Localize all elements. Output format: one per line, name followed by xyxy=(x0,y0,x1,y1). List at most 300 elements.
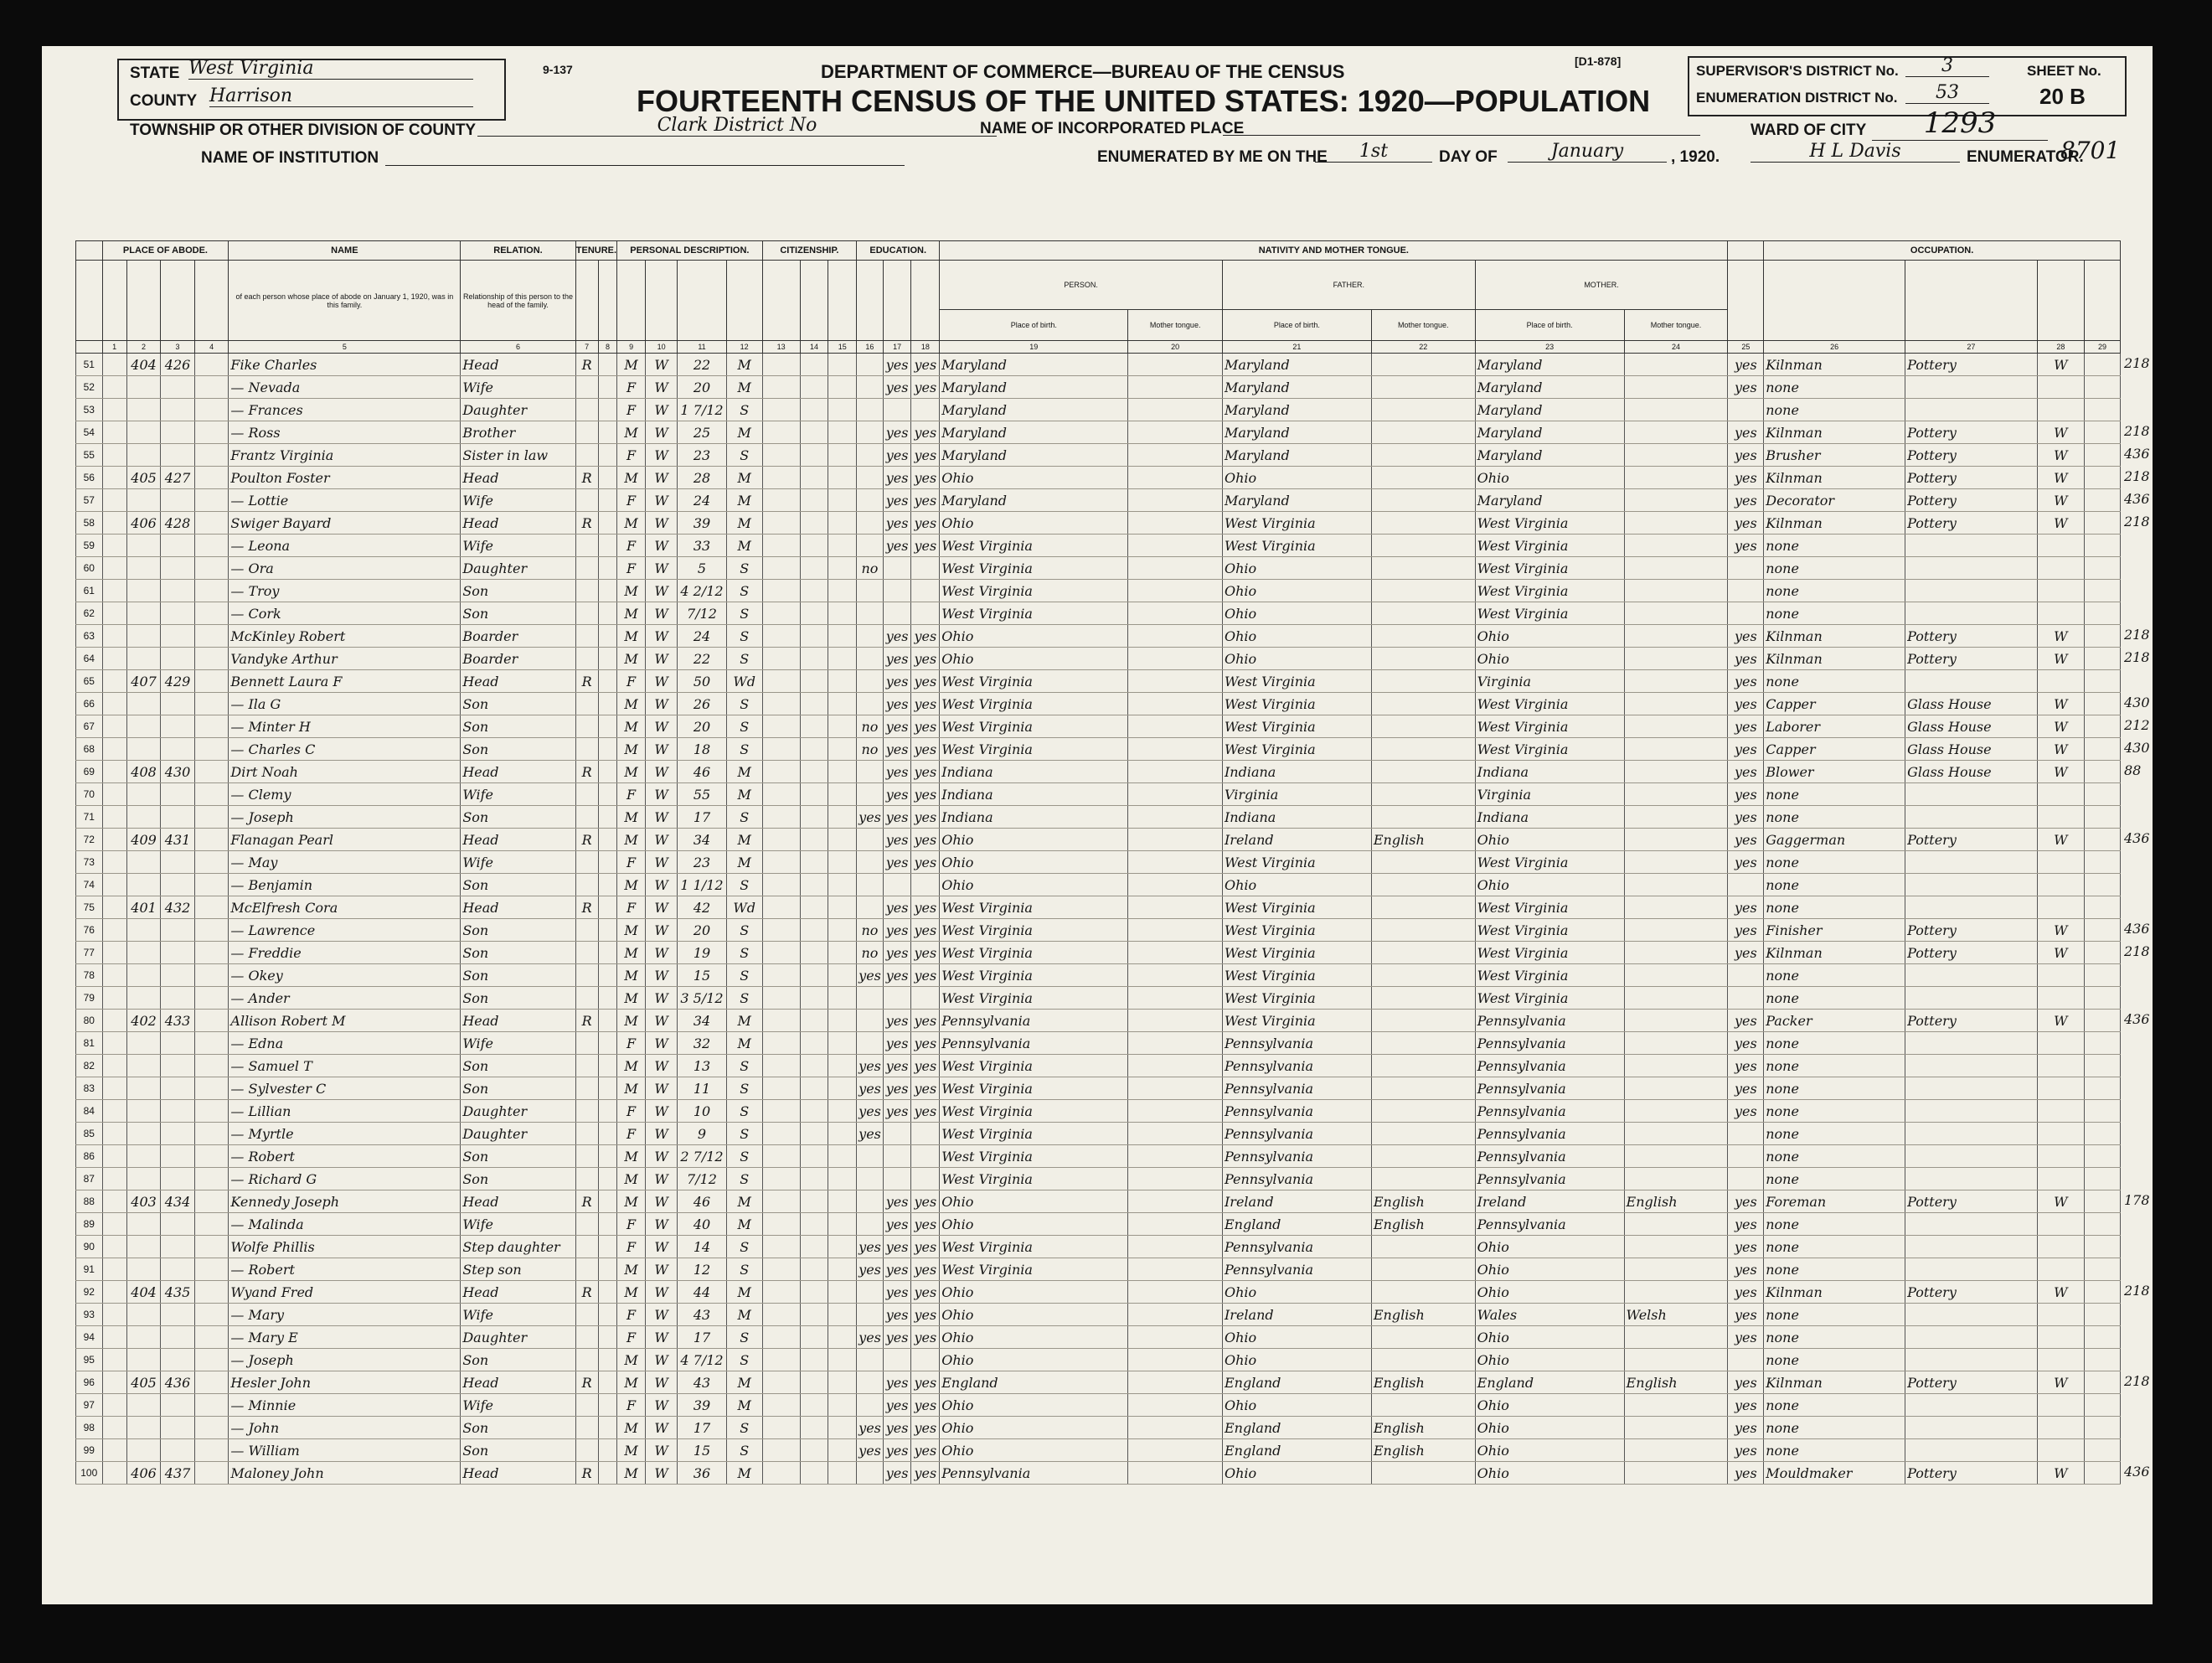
cell-class: W xyxy=(2037,715,2084,738)
cell-empty xyxy=(762,1190,800,1213)
cell-family xyxy=(194,421,229,444)
cell-mother_tongue xyxy=(1624,670,1728,693)
cell-color: W xyxy=(645,1349,677,1371)
cell-read: yes xyxy=(883,376,911,399)
cell-dwelling xyxy=(161,806,195,829)
cell-name: — Benjamin xyxy=(229,874,461,896)
cell-empty xyxy=(762,919,800,942)
cell-relation: Step son xyxy=(461,1258,575,1281)
census-row xyxy=(76,1055,2121,1077)
cell-trade: none xyxy=(1764,1100,1905,1123)
cell-birth: Ohio xyxy=(940,874,1128,896)
cell-mother_tongue xyxy=(1624,783,1728,806)
cell-mother_birth: Virginia xyxy=(1475,670,1624,693)
cell-tenure: R xyxy=(575,1190,598,1213)
cell-read: yes xyxy=(883,1077,911,1100)
cell-empty xyxy=(800,1010,828,1032)
cell-mother_tongue xyxy=(1624,1281,1728,1304)
cell-school xyxy=(857,1168,884,1190)
cell-industry xyxy=(1905,1304,2038,1326)
cell-class: W xyxy=(2037,1462,2084,1485)
county-label: COUNTY xyxy=(130,92,198,110)
cell-read: yes xyxy=(883,942,911,964)
cell-name: Allison Robert M xyxy=(229,1010,461,1032)
cell-relation: Wife xyxy=(461,489,575,512)
cell-family xyxy=(194,1417,229,1439)
cell-trade: none xyxy=(1764,964,1905,987)
cell-relation: Son xyxy=(461,602,575,625)
cell-industry: Pottery xyxy=(1905,421,2038,444)
cell-birth: West Virginia xyxy=(940,919,1128,942)
cell-color: W xyxy=(645,783,677,806)
cell-read: yes xyxy=(883,1258,911,1281)
column-number: 2 xyxy=(126,341,161,354)
cell-write: yes xyxy=(911,1326,940,1349)
cell-dwelling xyxy=(161,1077,195,1100)
cell-color: W xyxy=(645,829,677,851)
cell-industry xyxy=(1905,783,2038,806)
cell-write: yes xyxy=(911,512,940,535)
cell-empty xyxy=(2084,376,2120,399)
cell-birth: West Virginia xyxy=(940,670,1128,693)
cell-industry xyxy=(1905,987,2038,1010)
enumerated-label: ENUMERATED BY ME ON THE xyxy=(1097,148,1328,166)
cell-dwelling xyxy=(161,1213,195,1236)
cell-class xyxy=(2037,896,2084,919)
cell-age: 55 xyxy=(678,783,727,806)
cell-tenure xyxy=(575,1055,598,1077)
census-row xyxy=(76,1462,2121,1485)
cell-house: 403 xyxy=(126,1190,161,1213)
cell-empty xyxy=(598,1258,617,1281)
cell-empty xyxy=(800,919,828,942)
cell-marital: M xyxy=(726,1304,762,1326)
cell-father_tongue xyxy=(1371,761,1475,783)
cell-school xyxy=(857,602,884,625)
cell-age: 20 xyxy=(678,919,727,942)
cell-read: yes xyxy=(883,1100,911,1123)
cell-house xyxy=(126,964,161,987)
cell-age: 15 xyxy=(678,1439,727,1462)
cell-empty xyxy=(1128,1010,1223,1032)
column-number: 19 xyxy=(940,341,1128,354)
cell-mother_birth: Maryland xyxy=(1475,444,1624,467)
cell-father_tongue xyxy=(1371,1326,1475,1349)
cell-name: Fike Charles xyxy=(229,354,461,376)
cell-tenure: R xyxy=(575,670,598,693)
cell-school: yes xyxy=(857,1236,884,1258)
name-note: of each person whose place of abode on January 1, 1920, was in this family. xyxy=(229,261,461,341)
cell-read: yes xyxy=(883,806,911,829)
cell-street xyxy=(102,625,126,648)
cell-father_tongue: English xyxy=(1371,1439,1475,1462)
cell-sex: M xyxy=(617,1190,646,1213)
census-row xyxy=(76,1032,2121,1055)
cell-industry xyxy=(1905,1236,2038,1258)
cell-empty xyxy=(1128,874,1223,896)
cell-empty xyxy=(800,557,828,580)
cell-house xyxy=(126,580,161,602)
cell-empty xyxy=(800,1304,828,1326)
cell-mother_birth: Ohio xyxy=(1475,648,1624,670)
cell-tenure xyxy=(575,602,598,625)
cell-mother_birth: Pennsylvania xyxy=(1475,1145,1624,1168)
cell-dwelling: 433 xyxy=(161,1010,195,1032)
cell-write: yes xyxy=(911,625,940,648)
cell-empty xyxy=(2084,421,2120,444)
cell-dwelling xyxy=(161,648,195,670)
cell-family xyxy=(194,1100,229,1123)
cell-class xyxy=(2037,1145,2084,1168)
cell-mother_birth: West Virginia xyxy=(1475,738,1624,761)
cell-relation: Son xyxy=(461,1055,575,1077)
cell-name: — Nevada xyxy=(229,376,461,399)
cell-empty xyxy=(828,761,857,783)
cell-house xyxy=(126,919,161,942)
cell-empty xyxy=(800,1213,828,1236)
cell-write: yes xyxy=(911,851,940,874)
cell-street xyxy=(102,535,126,557)
cell-family xyxy=(194,942,229,964)
cell-class: W xyxy=(2037,489,2084,512)
cell-empty xyxy=(762,1145,800,1168)
cell-sex: M xyxy=(617,806,646,829)
cell-house xyxy=(126,1326,161,1349)
column-number: 24 xyxy=(1624,341,1728,354)
cell-class xyxy=(2037,557,2084,580)
cell-house xyxy=(126,535,161,557)
corner-number: 8701 xyxy=(2060,137,2121,164)
cell-family xyxy=(194,354,229,376)
cell-trade: Blower xyxy=(1764,761,1905,783)
cell-age: 7/12 xyxy=(678,602,727,625)
column-number-row xyxy=(76,341,2121,354)
cell-empty xyxy=(2084,1055,2120,1077)
cell-empty xyxy=(828,580,857,602)
cell-english xyxy=(1728,399,1764,421)
cell-empty xyxy=(828,421,857,444)
cell-name: — Malinda xyxy=(229,1213,461,1236)
cell-english: yes xyxy=(1728,670,1764,693)
cell-english xyxy=(1728,874,1764,896)
column-number: 6 xyxy=(461,341,575,354)
cell-empty xyxy=(828,1371,857,1394)
margin-code: 218 xyxy=(2124,648,2150,665)
cell-trade: none xyxy=(1764,602,1905,625)
cell-empty xyxy=(598,1032,617,1055)
cell-empty xyxy=(2084,987,2120,1010)
margin-code: 218 xyxy=(2124,943,2150,959)
cell-marital: S xyxy=(726,1145,762,1168)
cell-school xyxy=(857,580,884,602)
cell-age: 9 xyxy=(678,1123,727,1145)
cell-empty xyxy=(800,874,828,896)
cell-class xyxy=(2037,1236,2084,1258)
cell-color: W xyxy=(645,512,677,535)
cell-english: yes xyxy=(1728,1462,1764,1485)
cell-age: 42 xyxy=(678,896,727,919)
cell-sex: M xyxy=(617,1145,646,1168)
cell-dwelling xyxy=(161,1123,195,1145)
cell-marital: M xyxy=(726,1371,762,1394)
cell-mother_birth: Virginia xyxy=(1475,783,1624,806)
cell-birth: Indiana xyxy=(940,806,1128,829)
cell-street xyxy=(102,1145,126,1168)
cell-empty xyxy=(800,1123,828,1145)
column-number: 7 xyxy=(575,341,598,354)
cell-empty xyxy=(2084,851,2120,874)
cell-family xyxy=(194,580,229,602)
cell-write: yes xyxy=(911,1100,940,1123)
cell-empty xyxy=(800,648,828,670)
cell-relation: Son xyxy=(461,715,575,738)
cell-empty xyxy=(1128,1055,1223,1077)
cell-trade: Gaggerman xyxy=(1764,829,1905,851)
cell-empty xyxy=(2084,557,2120,580)
cell-line: 66 xyxy=(76,693,103,715)
census-row xyxy=(76,467,2121,489)
cell-empty xyxy=(598,896,617,919)
cell-relation: Son xyxy=(461,1077,575,1100)
census-row xyxy=(76,964,2121,987)
cell-line: 57 xyxy=(76,489,103,512)
census-row xyxy=(76,1236,2121,1258)
cell-empty xyxy=(2084,1304,2120,1326)
cell-dwelling: 429 xyxy=(161,670,195,693)
cell-write xyxy=(911,580,940,602)
cell-empty xyxy=(828,1190,857,1213)
cell-empty xyxy=(800,896,828,919)
cell-sex: F xyxy=(617,1304,646,1326)
census-row xyxy=(76,1281,2121,1304)
cell-family xyxy=(194,1190,229,1213)
cell-empty xyxy=(762,1123,800,1145)
cell-birth: West Virginia xyxy=(940,942,1128,964)
cell-empty xyxy=(2084,874,2120,896)
cell-empty xyxy=(800,1371,828,1394)
cell-age: 10 xyxy=(678,1100,727,1123)
cell-mother_birth: Ohio xyxy=(1475,467,1624,489)
cell-line: 86 xyxy=(76,1145,103,1168)
cell-birth: Ohio xyxy=(940,1394,1128,1417)
cell-line: 59 xyxy=(76,535,103,557)
cell-english: yes xyxy=(1728,625,1764,648)
cell-marital: S xyxy=(726,1077,762,1100)
cell-age: 40 xyxy=(678,1213,727,1236)
census-row xyxy=(76,919,2121,942)
cell-mother_birth: Ohio xyxy=(1475,1281,1624,1304)
cell-trade: Kilnman xyxy=(1764,1281,1905,1304)
cell-english: yes xyxy=(1728,738,1764,761)
cell-school xyxy=(857,670,884,693)
cell-empty xyxy=(598,512,617,535)
cell-father_birth: Ohio xyxy=(1222,1281,1371,1304)
cell-empty xyxy=(2084,648,2120,670)
cell-marital: S xyxy=(726,399,762,421)
cell-age: 20 xyxy=(678,376,727,399)
cell-empty xyxy=(762,942,800,964)
cell-empty xyxy=(2084,602,2120,625)
cell-name: — Frances xyxy=(229,399,461,421)
cell-street xyxy=(102,421,126,444)
cell-birth: Ohio xyxy=(940,1349,1128,1371)
cell-empty xyxy=(2084,693,2120,715)
cell-trade: none xyxy=(1764,1258,1905,1281)
enumerated-day: 1st xyxy=(1315,141,1432,163)
cell-relation: Son xyxy=(461,987,575,1010)
cell-age: 23 xyxy=(678,444,727,467)
cell-empty xyxy=(762,1258,800,1281)
cell-read: yes xyxy=(883,535,911,557)
census-row xyxy=(76,896,2121,919)
cell-sex: M xyxy=(617,829,646,851)
cell-english: yes xyxy=(1728,942,1764,964)
cell-line: 73 xyxy=(76,851,103,874)
nativity-header: NATIVITY AND MOTHER TONGUE. xyxy=(940,241,1728,261)
cell-sex: M xyxy=(617,1462,646,1485)
cell-empty xyxy=(2084,806,2120,829)
cell-empty xyxy=(800,512,828,535)
cell-empty xyxy=(598,670,617,693)
cell-empty xyxy=(800,829,828,851)
cell-mother_birth: Ohio xyxy=(1475,1236,1624,1258)
cell-sex: M xyxy=(617,919,646,942)
cell-age: 11 xyxy=(678,1077,727,1100)
cell-birth: West Virginia xyxy=(940,1077,1128,1100)
supervisor-value: 3 xyxy=(1905,55,1989,77)
cell-relation: Sister in law xyxy=(461,444,575,467)
cell-father_birth: Maryland xyxy=(1222,376,1371,399)
cell-street xyxy=(102,942,126,964)
cell-class: W xyxy=(2037,738,2084,761)
cell-empty xyxy=(1128,738,1223,761)
cell-empty xyxy=(828,1168,857,1190)
cell-industry: Pottery xyxy=(1905,354,2038,376)
cell-marital: S xyxy=(726,580,762,602)
cell-street xyxy=(102,467,126,489)
township-label: TOWNSHIP OR OTHER DIVISION OF COUNTY xyxy=(130,121,477,139)
cell-house xyxy=(126,1394,161,1417)
cell-relation: Daughter xyxy=(461,1100,575,1123)
cell-tenure xyxy=(575,693,598,715)
cell-write: yes xyxy=(911,1213,940,1236)
cell-color: W xyxy=(645,1281,677,1304)
cell-empty xyxy=(762,896,800,919)
cell-empty xyxy=(800,602,828,625)
occupation-header: OCCUPATION. xyxy=(1764,241,2121,261)
cell-mother_tongue xyxy=(1624,580,1728,602)
cell-name: — Freddie xyxy=(229,942,461,964)
census-row xyxy=(76,648,2121,670)
cell-tenure xyxy=(575,1077,598,1100)
cell-class xyxy=(2037,1349,2084,1371)
margin-code: 436 xyxy=(2124,829,2150,846)
cell-relation: Wife xyxy=(461,1213,575,1236)
cell-house: 407 xyxy=(126,670,161,693)
cell-english: yes xyxy=(1728,783,1764,806)
census-row xyxy=(76,1349,2121,1371)
cell-name: — Samuel T xyxy=(229,1055,461,1077)
cell-empty xyxy=(828,1258,857,1281)
cell-class xyxy=(2037,1394,2084,1417)
cell-english xyxy=(1728,1168,1764,1190)
cell-empty xyxy=(2084,761,2120,783)
cell-empty xyxy=(800,1190,828,1213)
census-row xyxy=(76,1394,2121,1417)
cell-dwelling: 434 xyxy=(161,1190,195,1213)
cell-industry xyxy=(1905,896,2038,919)
cell-write xyxy=(911,602,940,625)
state-value: West Virginia xyxy=(188,58,473,80)
cell-industry: Pottery xyxy=(1905,648,2038,670)
cell-marital: M xyxy=(726,489,762,512)
cell-dwelling xyxy=(161,715,195,738)
cell-school xyxy=(857,1190,884,1213)
cell-trade: Kilnman xyxy=(1764,354,1905,376)
cell-father_tongue: English xyxy=(1371,1304,1475,1326)
cell-name: — Myrtle xyxy=(229,1123,461,1145)
cell-write: yes xyxy=(911,670,940,693)
cell-line: 74 xyxy=(76,874,103,896)
cell-class xyxy=(2037,1168,2084,1190)
cell-age: 19 xyxy=(678,942,727,964)
cell-family xyxy=(194,1168,229,1190)
cell-street xyxy=(102,1123,126,1145)
cell-industry: Pottery xyxy=(1905,1281,2038,1304)
cell-empty xyxy=(2084,489,2120,512)
column-number: 12 xyxy=(726,341,762,354)
cell-tenure: R xyxy=(575,1010,598,1032)
cell-name: Dirt Noah xyxy=(229,761,461,783)
cell-dwelling: 428 xyxy=(161,512,195,535)
cell-line: 78 xyxy=(76,964,103,987)
cell-name: Maloney John xyxy=(229,1462,461,1485)
cell-mother_birth: Ohio xyxy=(1475,1258,1624,1281)
cell-empty xyxy=(762,1349,800,1371)
cell-relation: Step daughter xyxy=(461,1236,575,1258)
cell-read: yes xyxy=(883,829,911,851)
cell-house xyxy=(126,693,161,715)
cell-empty xyxy=(2084,1371,2120,1394)
cell-empty xyxy=(1128,1349,1223,1371)
cell-father_tongue xyxy=(1371,693,1475,715)
cell-birth: West Virginia xyxy=(940,1145,1128,1168)
cell-house xyxy=(126,1077,161,1100)
cell-relation: Son xyxy=(461,1349,575,1371)
cell-house xyxy=(126,602,161,625)
cell-street xyxy=(102,602,126,625)
cell-house xyxy=(126,1213,161,1236)
margin-code: 218 xyxy=(2124,354,2150,371)
cell-name: — Richard G xyxy=(229,1168,461,1190)
cell-family xyxy=(194,670,229,693)
cell-industry xyxy=(1905,1213,2038,1236)
cell-father_birth: Pennsylvania xyxy=(1222,1145,1371,1168)
cell-sex: F xyxy=(617,851,646,874)
cell-birth: West Virginia xyxy=(940,1168,1128,1190)
cell-relation: Head xyxy=(461,1281,575,1304)
census-row xyxy=(76,625,2121,648)
cell-house: 401 xyxy=(126,896,161,919)
cell-house xyxy=(126,806,161,829)
cell-mother_birth: Ohio xyxy=(1475,874,1624,896)
cell-read: yes xyxy=(883,648,911,670)
margin-code: 212 xyxy=(2124,716,2150,733)
cell-trade: none xyxy=(1764,783,1905,806)
cell-mother_tongue xyxy=(1624,1417,1728,1439)
cell-write: yes xyxy=(911,1032,940,1055)
cell-street xyxy=(102,1349,126,1371)
